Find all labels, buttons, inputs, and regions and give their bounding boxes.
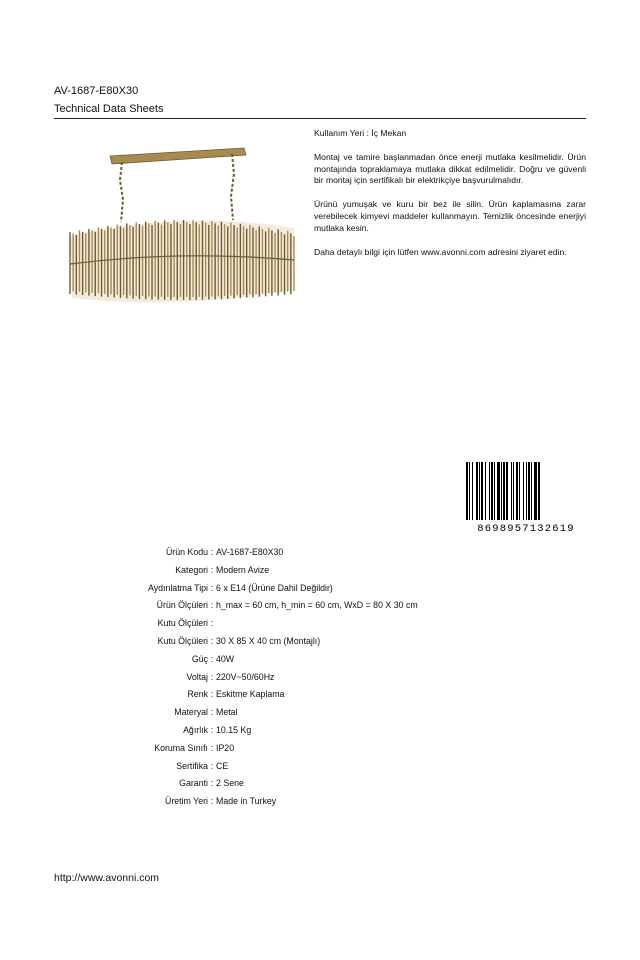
barcode-bar xyxy=(481,462,483,520)
spec-key: Ağırlık xyxy=(183,724,208,735)
spec-row xyxy=(60,582,560,600)
spec-value: CE xyxy=(216,760,229,771)
barcode-bar xyxy=(472,462,473,520)
barcode-bar xyxy=(506,462,508,520)
barcode-bar xyxy=(497,462,500,520)
spec-row xyxy=(60,724,560,742)
spec-row xyxy=(60,688,560,706)
spec-row xyxy=(60,564,560,582)
spec-value: 6 x E14 (Ürüne Dahil Değildir) xyxy=(216,582,333,593)
spec-key: Kategori xyxy=(175,564,208,575)
spec-separator: : xyxy=(210,724,214,735)
barcode-bar xyxy=(534,462,537,520)
chandelier-product-image xyxy=(60,140,304,310)
barcode-number: 8698957132619 xyxy=(477,523,575,534)
spec-key: Materyal xyxy=(174,707,208,718)
spec-key: Güç xyxy=(191,653,208,664)
barcode-bar xyxy=(511,462,512,520)
spec-separator: : xyxy=(210,547,214,557)
spec-separator: : xyxy=(210,653,214,664)
spec-value: h_max = 60 cm, h_min = 60 cm, WxD = 80 X 30 cm xyxy=(216,600,418,611)
barcode-bar xyxy=(538,462,540,520)
barcode-bar xyxy=(476,462,478,520)
spec-key: Renk xyxy=(187,689,208,700)
spec-key: Ürün Ölçüleri xyxy=(156,600,208,611)
spec-separator: : xyxy=(210,564,214,575)
spec-value: 30 X 85 X 40 cm (Montajlı) xyxy=(216,635,321,646)
fixture-body xyxy=(70,221,294,303)
spec-value: IP20 xyxy=(216,742,235,753)
spec-key: Koruma Sınıfı xyxy=(154,742,208,753)
barcode-bars xyxy=(466,462,540,520)
spec-value: Eskitme Kaplama xyxy=(216,689,285,700)
spec-row xyxy=(60,635,560,653)
barcode-bar xyxy=(491,462,493,520)
spec-separator: : xyxy=(210,582,214,593)
spec-row xyxy=(60,795,560,813)
spec-row xyxy=(60,617,560,635)
spec-table xyxy=(60,546,560,813)
spec-key: Kutu Ölçüleri xyxy=(157,635,208,646)
spec-separator: : xyxy=(210,635,214,646)
spec-separator: : xyxy=(210,742,214,753)
suspension-chain-left xyxy=(120,162,123,222)
spec-separator: : xyxy=(210,618,214,629)
website-paragraph: Daha detaylı bilgi için lütfen www.avonni.com adresini ziyaret edin. xyxy=(314,246,567,257)
info-panel xyxy=(314,128,586,270)
barcode-bar xyxy=(526,462,527,520)
barcode-bar xyxy=(466,462,468,520)
spec-value: 220V~50/60Hz xyxy=(216,671,275,682)
spec-row xyxy=(60,546,560,564)
spec-row xyxy=(60,742,560,760)
spec-separator: : xyxy=(210,760,214,771)
spec-value xyxy=(216,617,560,635)
barcode-bar xyxy=(494,462,495,520)
spec-key: Aydınlatma Tipi xyxy=(148,582,208,593)
spec-value: Made in Turkey xyxy=(216,796,277,807)
document-subtitle: Technical Data Sheets xyxy=(54,103,164,115)
barcode-bar xyxy=(469,462,470,520)
spec-row xyxy=(60,706,560,724)
usage-location: Kullanım Yeri : İç Mekan xyxy=(314,128,407,138)
barcode-bar xyxy=(528,462,530,520)
model-code-title: AV-1687-E80X30 xyxy=(54,85,139,97)
suspension-chain-right xyxy=(231,154,234,220)
cleaning-paragraph: Ürünü yumuşak ve kuru bir bez ile silin. Ürün kaplamasına zarar verebilecek kimyevi maddeler kullanmayın. Temizlik öncesinde enerjiyi mutlaka kesin. xyxy=(314,199,586,233)
barcode-bar xyxy=(489,462,490,520)
spec-separator: : xyxy=(210,689,214,700)
spec-key: Ürün Kodu xyxy=(165,547,208,557)
spec-value: AV-1687-E80X30 xyxy=(216,547,284,557)
spec-separator: : xyxy=(210,671,214,682)
spec-row xyxy=(60,777,560,795)
barcode-bar xyxy=(503,462,505,520)
spec-key: Üretim Yeri xyxy=(164,796,208,807)
spec-key: Sertifika xyxy=(176,760,208,771)
barcode xyxy=(465,460,587,534)
safety-paragraph: Montaj ve tamire başlanmadan önce enerji mutlaka kesilmelidir. Ürün montajında topraklamaya mutlaka dikkat edilmelidir. Doğru ve güvenli bir montaj için sertifikalı bir elektrikçiye başvurulmalıdır. xyxy=(314,151,586,186)
spec-separator: : xyxy=(210,600,214,611)
barcode-bar xyxy=(479,462,480,520)
spec-value: Modern Avize xyxy=(216,564,270,575)
barcode-bar xyxy=(485,462,486,520)
spec-value: 40W xyxy=(216,653,235,664)
spec-key: Garanti xyxy=(179,778,208,789)
barcode-bar xyxy=(519,462,520,520)
barcode-bar xyxy=(516,462,518,520)
spec-value: 10.15 Kg xyxy=(216,724,252,735)
spec-separator: : xyxy=(210,796,214,807)
header-divider xyxy=(54,118,586,119)
spec-separator: : xyxy=(210,778,214,789)
spec-row xyxy=(60,671,560,689)
spec-value: Metal xyxy=(216,707,238,718)
spec-row xyxy=(60,653,560,671)
spec-key: Voltaj xyxy=(186,671,208,682)
spec-value: 2 Sene xyxy=(216,778,244,789)
spec-separator: : xyxy=(210,707,214,718)
footer-url: http://www.avonni.com xyxy=(54,872,160,884)
ceiling-canopy xyxy=(110,148,246,164)
barcode-bar xyxy=(513,462,514,520)
document-header xyxy=(54,84,586,116)
spec-row xyxy=(60,760,560,778)
barcode-bar xyxy=(501,462,502,520)
barcode-bar xyxy=(523,462,524,520)
spec-key: Kutu Ölçüleri xyxy=(157,618,208,629)
barcode-bar xyxy=(531,462,532,520)
spec-row xyxy=(60,599,560,617)
